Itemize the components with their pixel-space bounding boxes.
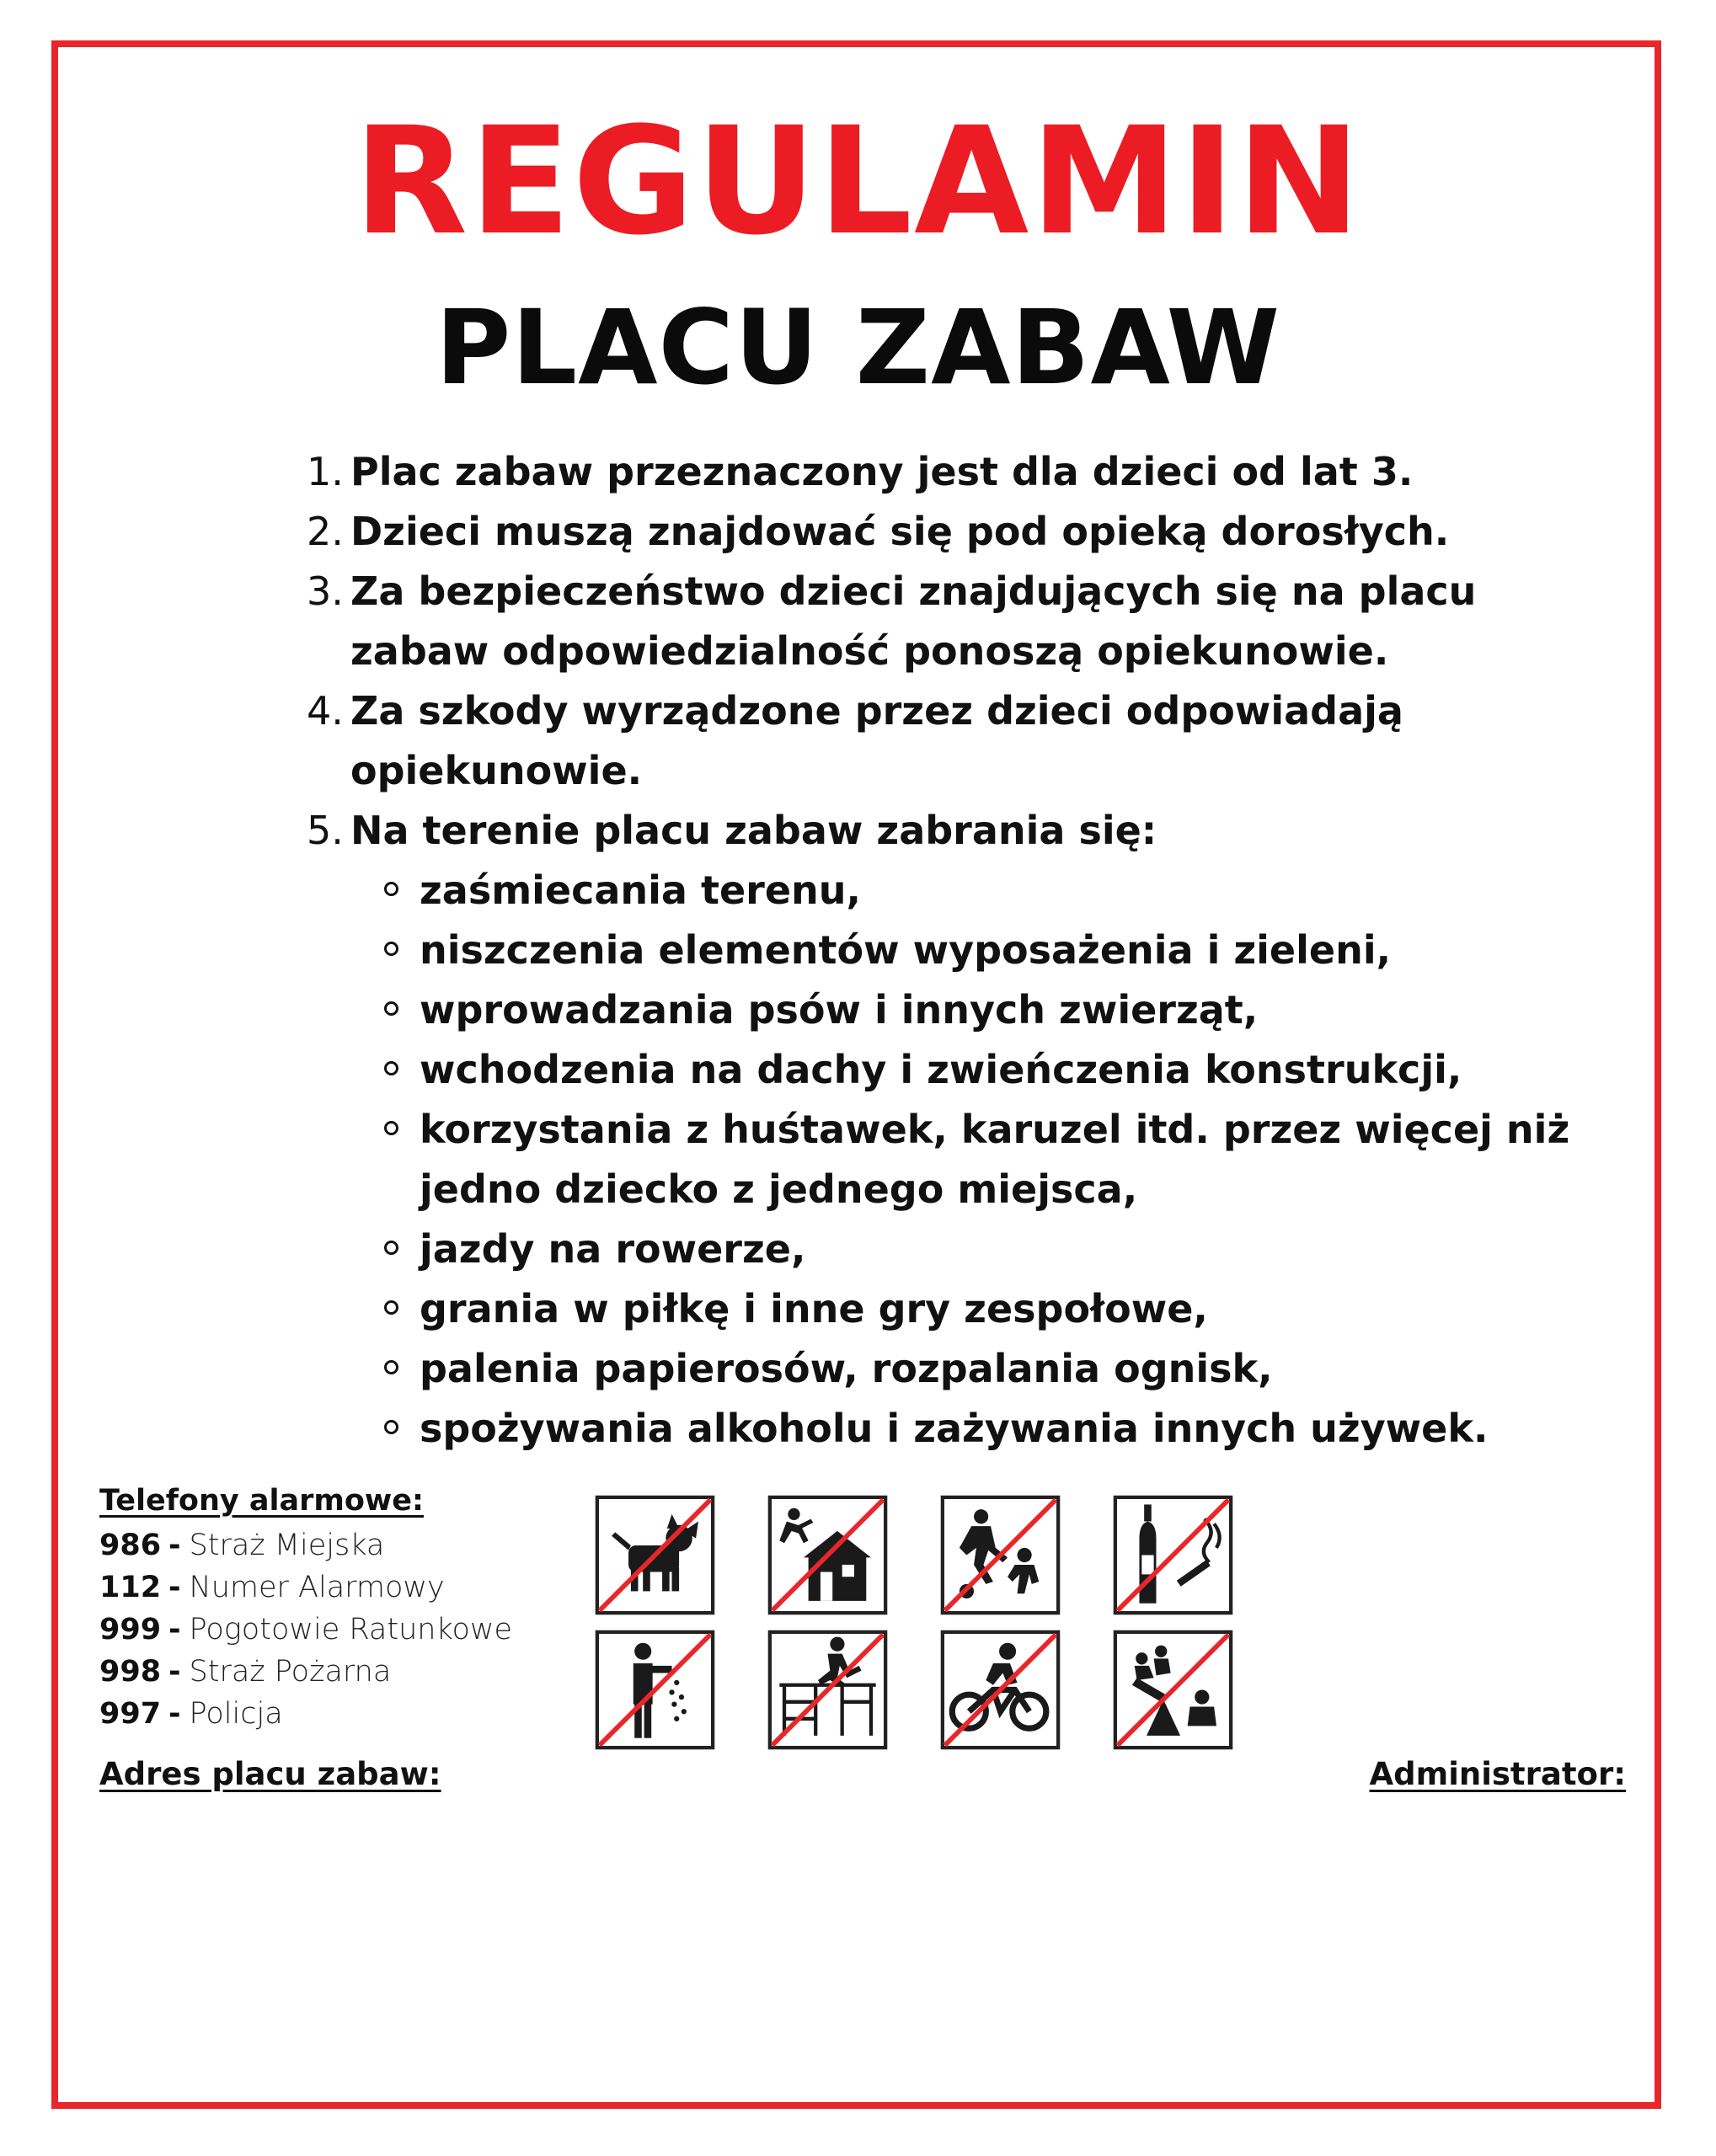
phone-number: 998 xyxy=(99,1655,162,1689)
phone-name: Numer Alarmowy xyxy=(189,1571,445,1604)
prohibited-text: spożywania alkoholu i zażywania innych używek. xyxy=(420,1406,1489,1451)
no-alcohol-smoking-icon xyxy=(1113,1495,1233,1615)
rule-item xyxy=(307,801,1587,1459)
bullet-circle-icon xyxy=(384,942,398,956)
bullet-circle-icon xyxy=(384,882,398,896)
rule-text: Za bezpieczeństwo dzieci znajdujących się na placu zabaw odpowiedzialność ponoszą opiekunowie. xyxy=(350,568,1477,674)
rule-item xyxy=(307,681,1587,801)
prohibited-text: grania w piłkę i inne gry zespołowe, xyxy=(420,1286,1208,1331)
rule-number: 2. xyxy=(307,509,344,554)
phone-entry: 997 - Policja xyxy=(99,1693,512,1735)
phone-name: Pogotowie Ratunkowe xyxy=(189,1613,513,1646)
prohibited-item xyxy=(420,1219,1587,1279)
no-cycling-icon xyxy=(940,1630,1061,1750)
no-roof-climbing-icon xyxy=(767,1495,888,1615)
rule-text: Na terenie placu zabaw zabrania się: xyxy=(350,808,1157,853)
poster-title: REGULAMIN xyxy=(353,95,1363,268)
rule-text: Plac zabaw przeznaczony jest dla dzieci od lat 3. xyxy=(350,449,1414,494)
bullet-circle-icon xyxy=(384,1241,398,1255)
bullet-circle-icon xyxy=(384,1300,398,1315)
prohibited-text: palenia papierosów, rozpalania ognisk, xyxy=(420,1346,1273,1391)
prohibited-list xyxy=(350,861,1587,1459)
phone-entry: 998 - Straż Pożarna xyxy=(99,1651,512,1693)
bullet-circle-icon xyxy=(384,1061,398,1075)
rule-number: 4. xyxy=(307,688,344,734)
phone-number: 112 xyxy=(99,1571,162,1604)
phone-entry: 999 - Pogotowie Ratunkowe xyxy=(99,1609,512,1651)
prohibited-item xyxy=(420,1279,1587,1339)
phone-name: Straż Pożarna xyxy=(189,1655,392,1689)
phones-list xyxy=(99,1524,512,1735)
bullet-circle-icon xyxy=(384,1001,398,1016)
phone-number: 986 xyxy=(99,1529,162,1562)
no-dogs-icon xyxy=(595,1495,715,1615)
prohibited-item xyxy=(420,1040,1587,1100)
phone-number: 997 xyxy=(99,1697,162,1731)
no-littering-icon xyxy=(595,1630,715,1750)
phone-entry: 986 - Straż Miejska xyxy=(99,1524,512,1566)
rule-number: 3. xyxy=(307,568,344,614)
rule-item xyxy=(307,562,1587,681)
no-multiple-riders-icon xyxy=(1113,1630,1233,1750)
prohibited-item xyxy=(420,1339,1587,1399)
prohibited-text: wprowadzania psów i innych zwierząt, xyxy=(420,987,1259,1033)
bullet-circle-icon xyxy=(384,1420,398,1434)
phone-name: Policja xyxy=(189,1697,283,1731)
rule-number: 5. xyxy=(307,808,344,853)
rule-number: 1. xyxy=(307,449,344,494)
rules-list xyxy=(307,442,1587,1459)
bullet-circle-icon xyxy=(384,1360,398,1374)
prohibited-item xyxy=(420,921,1587,980)
phone-number: 999 xyxy=(99,1613,162,1646)
prohibited-item xyxy=(420,1399,1587,1459)
address-label: Adres placu zabaw: xyxy=(99,1756,441,1792)
rule-text: Za szkody wyrządzone przez dzieci odpowiadają opiekunowie. xyxy=(350,688,1403,793)
prohibited-item xyxy=(420,1100,1587,1219)
prohibited-item xyxy=(420,861,1587,921)
rule-item xyxy=(307,502,1587,562)
prohibited-text: wchodzenia na dachy i zwieńczenia konstrukcji, xyxy=(420,1047,1462,1092)
no-ball-games-icon xyxy=(940,1495,1061,1615)
phone-name: Straż Miejska xyxy=(189,1529,385,1562)
prohibition-icons xyxy=(595,1495,1235,1752)
prohibited-item xyxy=(420,980,1587,1040)
administrator-label: Administrator: xyxy=(1369,1756,1626,1792)
phones-heading: Telefony alarmowe: xyxy=(99,1484,424,1518)
phone-entry: 112 - Numer Alarmowy xyxy=(99,1566,512,1609)
prohibited-text: jazdy na rowerze, xyxy=(420,1226,806,1272)
prohibited-text: niszczenia elementów wyposażenia i zieleni, xyxy=(420,927,1392,973)
prohibited-text: korzystania z huśtawek, karuzel itd. przez więcej niż jedno dziecko z jednego miejsca, xyxy=(420,1107,1570,1212)
no-structure-climbing-icon xyxy=(767,1630,888,1750)
rule-item xyxy=(307,442,1587,502)
poster-subtitle: PLACU ZABAW xyxy=(435,288,1281,408)
prohibited-text: zaśmiecania terenu, xyxy=(420,867,862,913)
bullet-circle-icon xyxy=(384,1121,398,1135)
rule-text: Dzieci muszą znajdować się pod opieką dorosłych. xyxy=(350,509,1450,554)
